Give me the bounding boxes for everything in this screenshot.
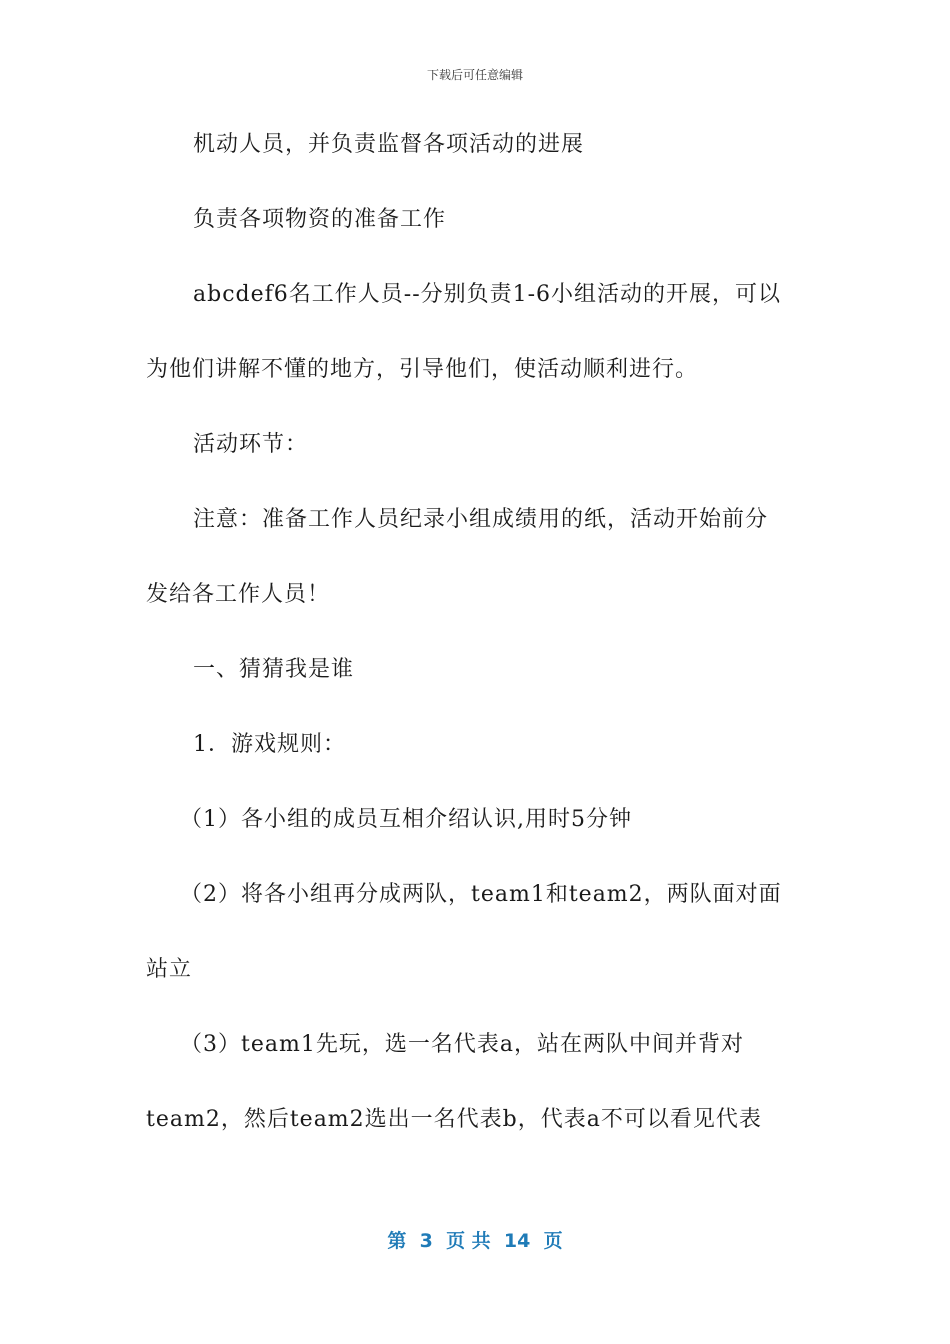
body-line-2: 负责各项物资的准备工作 <box>193 207 447 232</box>
section-heading-guess-who: 一、猜猜我是谁 <box>193 657 355 682</box>
section-heading-activities: 活动环节： <box>193 432 309 457</box>
rule-item-2-cont: 站立 <box>146 957 193 982</box>
rule-item-2: （2）将各小组再分成两队，team1和team2，两队面对面 <box>180 882 782 907</box>
rule-item-3-cont: team2，然后team2选出一名代表b，代表a不可以看见代表 <box>146 1107 762 1132</box>
body-line-notice: 注意：准备工作人员纪录小组成绩用的纸，活动开始前分 <box>193 507 769 532</box>
body-line-notice-cont: 发给各工作人员！ <box>146 582 331 607</box>
body-line-4: 为他们讲解不懂的地方，引导他们，使活动顺利进行。 <box>146 357 699 382</box>
header-note: 下载后可任意编辑 <box>426 68 523 82</box>
body-line-1: 机动人员，并负责监督各项活动的进展 <box>193 132 585 157</box>
page-number-footer: 第 3 页 共 14 页 <box>387 1230 563 1252</box>
rule-item-3: （3）team1先玩，选一名代表a，站在两队中间并背对 <box>180 1032 744 1057</box>
rule-item-1: （1）各小组的成员互相介绍认识,用时5分钟 <box>180 807 632 832</box>
subheading-game-rules: 1．游戏规则： <box>193 732 346 757</box>
body-line-3: abcdef6名工作人员--分别负责1-6小组活动的开展，可以 <box>193 282 782 307</box>
